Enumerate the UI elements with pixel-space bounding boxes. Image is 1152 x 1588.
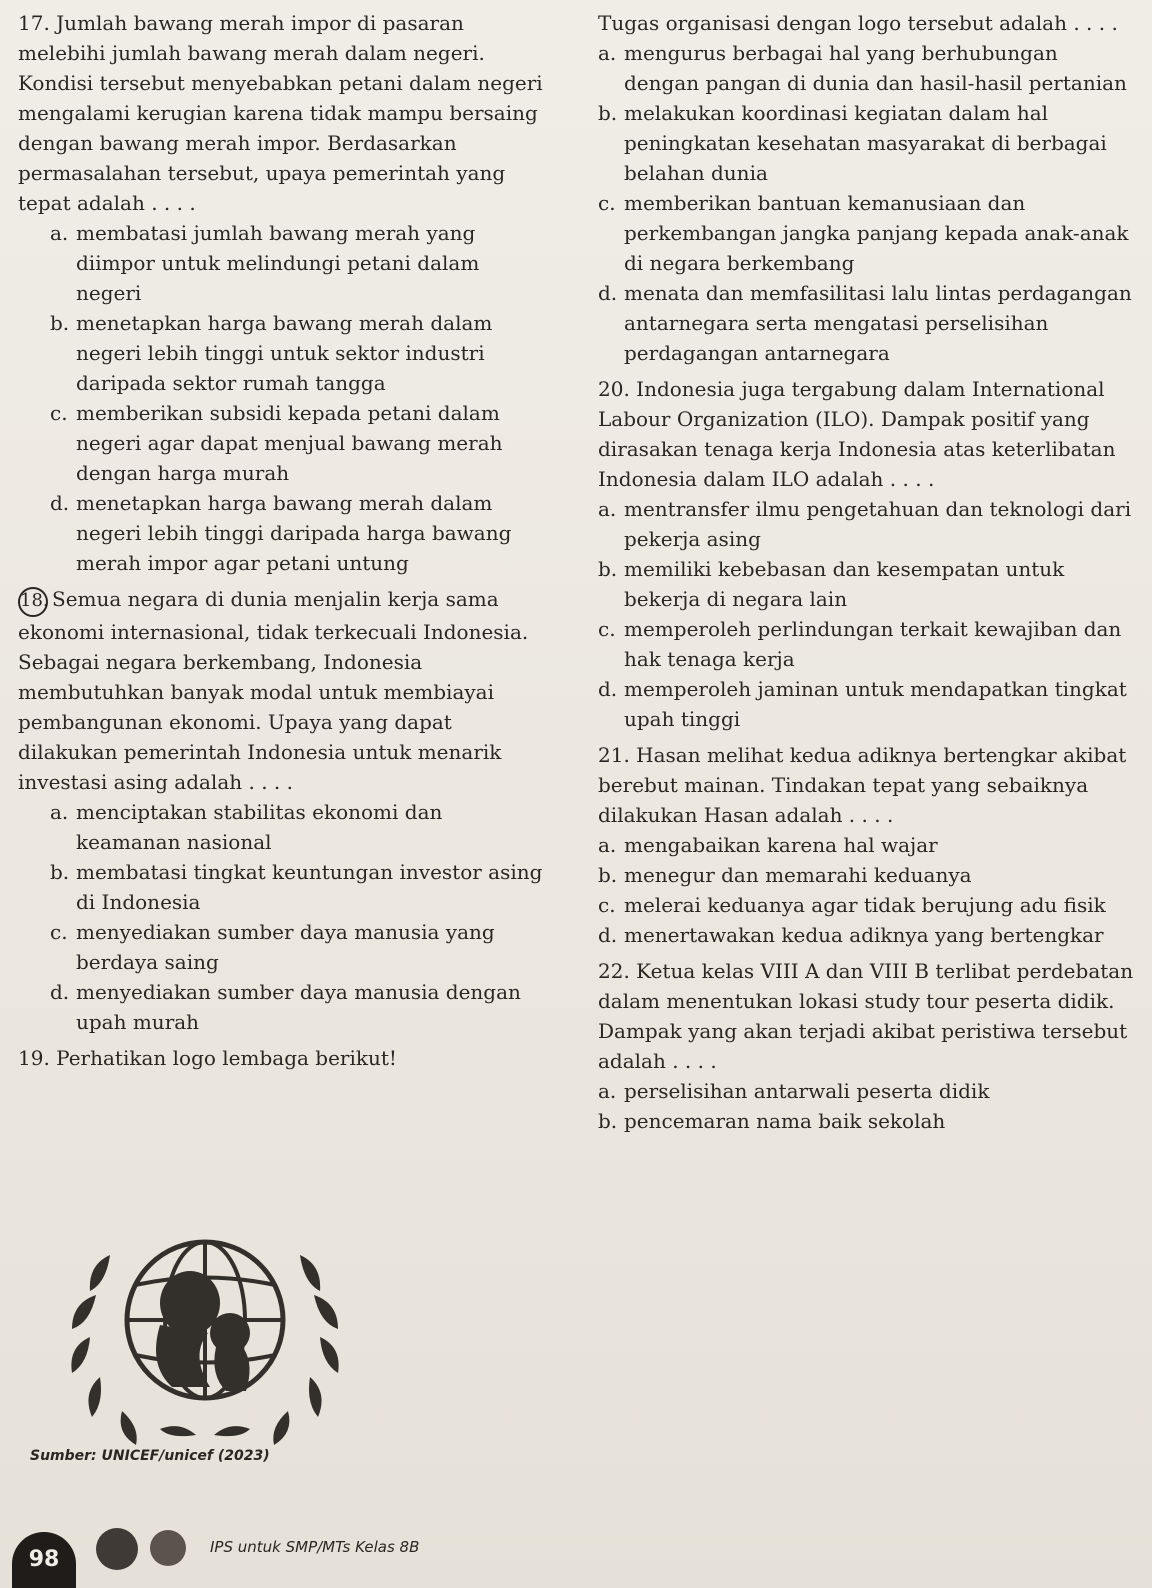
page-footer <box>0 1508 1152 1588</box>
question-18-option-d: d. menyediakan sumber daya manusia dengan upah murah <box>50 980 521 1034</box>
question-22-stem: 22. Ketua kelas VIII A dan VIII B terlibat perdebatan dalam menentukan lokasi study tour peserta didik. Dampak yang akan terjadi akibat peristiwa tersebut adalah . . . . <box>598 959 1134 1073</box>
left-column <box>18 8 548 1073</box>
question-19-stem-continued: Tugas organisasi dengan logo tersebut adalah . . . . <box>598 11 1118 35</box>
question-17-option-b: b. menetapkan harga bawang merah dalam negeri lebih tinggi untuk sektor industri daripada sektor rumah tangga <box>50 311 493 395</box>
question-20-option-c: c. memperoleh perlindungan terkait kewajiban dan hak tenaga kerja <box>598 617 1122 671</box>
question-17-stem: 17. Jumlah bawang merah impor di pasaran melebihi jumlah bawang merah dalam negeri. Kondisi tersebut menyebabkan petani dalam negeri mengalami kerugian karena tidak mampu bersaing dengan bawang merah impor. Berdasarkan permasalahan tersebut, upaya pemerintah yang tepat adalah . . . . <box>18 11 543 215</box>
question-18 <box>18 584 548 1037</box>
question-19-continued <box>598 8 1138 368</box>
question-18-option-c: c. menyediakan sumber daya manusia yang berdaya saing <box>50 920 495 974</box>
question-21-option-a: a. mengabaikan karena hal wajar <box>598 833 938 857</box>
question-17-option-a: a. membatasi jumlah bawang merah yang diimpor untuk melindungi petani dalam negeri <box>50 221 480 305</box>
right-column <box>598 8 1138 1136</box>
question-20-option-b: b. memiliki kebebasan dan kesempatan untuk bekerja di negara lain <box>598 557 1065 611</box>
question-18-stem: Semua negara di dunia menjalin kerja sama ekonomi internasional, tidak terkecuali Indonesia. Sebagai negara berkembang, Indonesia membutuhkan banyak modal untuk membiayai pembangunan ekonomi. Upaya yang dapat dilakukan pemerintah Indonesia untuk menarik investasi asing adalah . . . . <box>18 587 529 794</box>
question-19-option-a: a. mengurus berbagai hal yang berhubungan dengan pangan di dunia dan hasil-hasil pertanian <box>598 41 1127 95</box>
logo-source-caption: Sumber: UNICEF/unicef (2023) <box>30 1448 270 1464</box>
question-17-option-d: d. menetapkan harga bawang merah dalam negeri lebih tinggi daripada harga bawang merah impor agar petani untung <box>50 491 512 575</box>
question-19-option-b: b. melakukan koordinasi kegiatan dalam hal peningkatan kesehatan masyarakat di berbagai belahan dunia <box>598 101 1107 185</box>
book-title: IPS untuk SMP/MTs Kelas 8B <box>210 1538 420 1556</box>
question-22-option-a: a. perselisihan antarwali peserta didik <box>598 1079 990 1103</box>
question-22 <box>598 956 1138 1136</box>
question-20-stem: 20. Indonesia juga tergabung dalam International Labour Organization (ILO). Dampak positif yang dirasakan tenaga kerja Indonesia atas keterlibatan Indonesia dalam ILO adalah . . . . <box>598 377 1116 491</box>
page-number: 98 <box>12 1532 76 1588</box>
question-18-option-b: b. membatasi tingkat keuntungan investor asing di Indonesia <box>50 860 543 914</box>
question-17-option-c: c. memberikan subsidi kepada petani dalam negeri agar dapat menjual bawang merah dengan harga murah <box>50 401 503 485</box>
footer-decoration-circle-icon <box>96 1528 138 1570</box>
question-20-option-a: a. mentransfer ilmu pengetahuan dan teknologi dari pekerja asing <box>598 497 1132 551</box>
question-22-option-b: b. pencemaran nama baik sekolah <box>598 1109 946 1133</box>
unicef-emblem-icon <box>40 1215 370 1445</box>
question-18-number-circled: 18. <box>18 587 48 617</box>
question-17 <box>18 8 548 578</box>
question-21-option-d: d. menertawakan kedua adiknya yang bertengkar <box>598 923 1104 947</box>
question-19-intro <box>18 1043 548 1073</box>
question-21-stem: 21. Hasan melihat kedua adiknya bertengkar akibat berebut mainan. Tindakan tepat yang sebaiknya dilakukan Hasan adalah . . . . <box>598 743 1127 827</box>
organization-logo <box>40 1215 370 1445</box>
question-21 <box>598 740 1138 950</box>
question-19-option-c: c. memberikan bantuan kemanusiaan dan perkembangan jangka panjang kepada anak-anak di negara berkembang <box>598 191 1129 275</box>
question-21-option-b: b. menegur dan memarahi keduanya <box>598 863 972 887</box>
question-19-option-d: d. menata dan memfasilitasi lalu lintas perdagangan antarnegara serta mengatasi perselisihan perdagangan antarnegara <box>598 281 1132 365</box>
question-18-option-a: a. menciptakan stabilitas ekonomi dan keamanan nasional <box>50 800 443 854</box>
question-20-option-d: d. memperoleh jaminan untuk mendapatkan tingkat upah tinggi <box>598 677 1127 731</box>
question-21-option-c: c. melerai keduanya agar tidak berujung adu fisik <box>598 893 1106 917</box>
footer-decoration-circle-icon <box>150 1530 186 1566</box>
question-20 <box>598 374 1138 734</box>
question-18-stem-wrap <box>18 584 548 797</box>
question-19-stem: 19. Perhatikan logo lembaga berikut! <box>18 1046 397 1070</box>
